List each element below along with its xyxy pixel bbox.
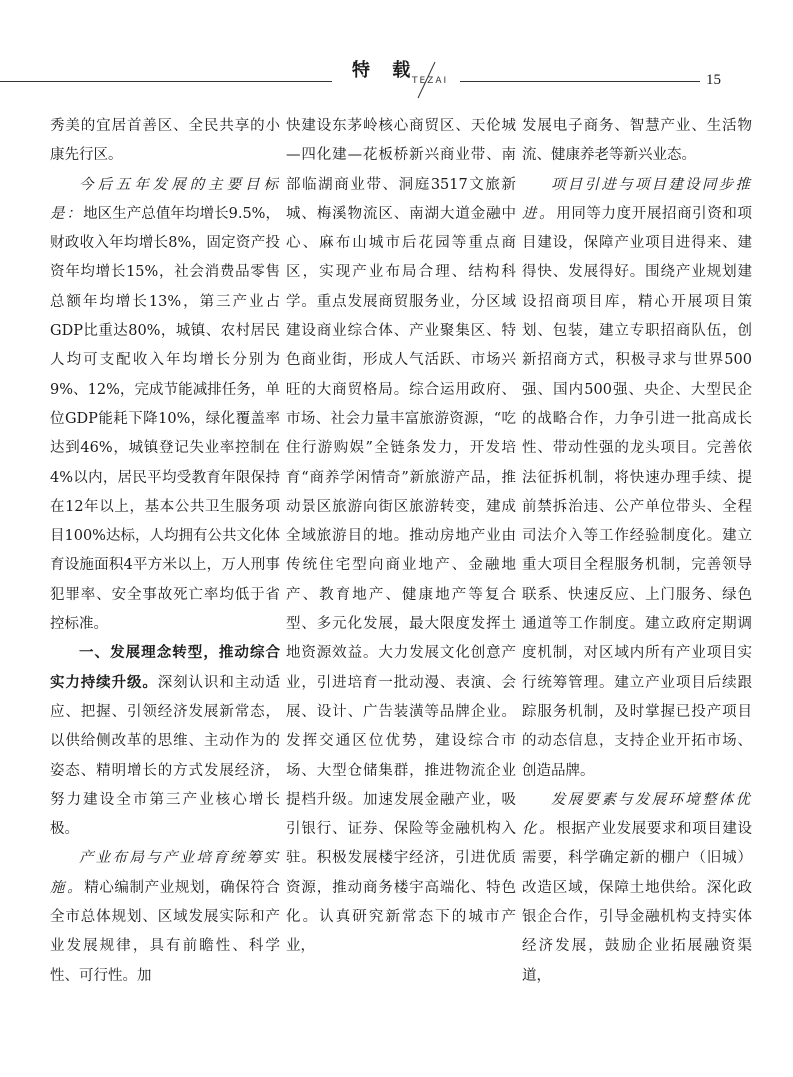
page-header xyxy=(0,0,793,100)
paragraph-body: 精心编制产业规划，确保符合全市总体规划、区域发展实际和产业发展规律，具有前瞻性、科学性、可行性。加 xyxy=(50,879,281,984)
paragraph xyxy=(50,171,280,640)
paragraph xyxy=(522,171,752,786)
paragraph xyxy=(50,844,280,990)
paragraph-lead: 一、发展理念转型，推动综合实力持续升级。 xyxy=(50,645,280,691)
paragraph xyxy=(50,639,280,844)
header-rule-right xyxy=(460,81,700,82)
page-number: 15 xyxy=(706,72,721,88)
header-rule-left xyxy=(0,81,332,82)
paragraph-body: 深刻认识和主动适应、把握、引领经济发展新常态，以供给侧改革的思维、主动作为的姿态、精明增长的方式发展经济，努力建设全市第三产业核心增长极。 xyxy=(50,674,280,838)
text-column-1 xyxy=(50,112,280,991)
text-column-3 xyxy=(522,112,752,991)
paragraph-body: 地区生产总值年均增长9.5%，财政收入年均增长8%，固定资产投资年均增长15%，社会消费品零售总额年均增长13%，第三产业占GDP比重达80%，城镇、农村居民人均可支配收入年均增长分别为9%、12%，完成节能减排任务，单位GDP能耗下降10%，绿化覆盖率达到46%，城镇登记失业率控制在4%以内，居民平均受教育年限保持在12年以上，基本公共卫生服务项目100%达标，人均拥有公共文化体育设施面积4平方米以上，万人刑事犯罪率、安全事故死亡率均低于省控标准。 xyxy=(50,205,281,633)
paragraph-body: 用同等力度开展招商引资和项目建设，保障产业项目进得来、建得快、发展得好。围绕产业规划建设招商项目库，精心开展项目策划、包装，建立专职招商队伍，创新招商方式，积极寻求与世界500强、国内500强、央企、大型民企的战略合作，力争引进一批高成长性、带动性强的龙头项目。完善依法征拆机制，将快速办理手续、提前禁拆治违、公产单位带头、全程司法介入等工作经验制度化。建立重大项目全程服务机制，完善领导联系、快速反应、上门服务、绿色通道等工作制度。建立政府定期调度机制，对区域内所有产业项目实行统筹管理。建立产业项目后续跟踪服务机制，及时掌握已投产项目的动态信息，支持企业开拓市场、创造品牌。 xyxy=(522,205,753,779)
paragraph-body: 根据产业发展要求和项目建设需要，科学确定新的棚户（旧城）改造区域，保障土地供给。深化政银企合作，引导金融机构支持实体经济发展，鼓励企业拓展融资渠道， xyxy=(522,821,753,984)
paragraph-lead: 今后五年发展的主要目标是： xyxy=(50,176,280,222)
paragraph: 发展电子商务、智慧产业、生活物流、健康养老等新兴业态。 xyxy=(522,118,752,164)
text-column-2 xyxy=(286,112,516,962)
paragraph: 秀美的宜居首善区、全民共享的小康先行区。 xyxy=(50,118,280,164)
paragraph-lead: 项目引进与项目建设同步推进。 xyxy=(522,176,752,222)
paragraph: 快建设东茅岭核心商贸区、天伦城—四化建—花板桥新兴商业带、南部临湖商业带、洞庭3517文旅新城、梅溪物流区、南湖大道金融中心、麻布山城市后花园等重点商区，实现产业布局合理、结构科学。重点发展商贸服务业，分区域建设商业综合体、产业聚集区、特色商业街，形成人气活跃、市场兴旺的大商贸格局。综合运用政府、市场、社会力量丰富旅游资源，“吃住行游购娱”全链条发力，开发培育“商养学闲情奇”新旅游产品，推动景区旅游向街区旅游转变，建成全域旅游目的地。推动房地产业由传统住宅型向商业地产、金融地产、教育地产、健康地产等复合型、多元化发展，最大限度发挥土地资源效益。大力发展文化创意产业，引进培育一批动漫、表演、会展、设计、广告装潢等品牌企业。发挥交通区位优势，建设综合市场、大型仓储集群，推进物流企业提档升级。加速发展金融产业，吸引银行、证券、保险等金融机构入驻。积极发展楼宇经济，引进优质资源，推动商务楼宇高端化、特色化。认真研究新常态下的城市产业， xyxy=(286,118,516,955)
section-title: 特 载 xyxy=(352,60,419,81)
section-subtitle: TEZAI xyxy=(412,76,449,86)
paragraph-lead: 产业布局与产业培育统筹实施。 xyxy=(50,850,280,896)
paragraph-lead: 发展要素与发展环境整体优化。 xyxy=(522,791,752,838)
paragraph xyxy=(522,786,752,991)
